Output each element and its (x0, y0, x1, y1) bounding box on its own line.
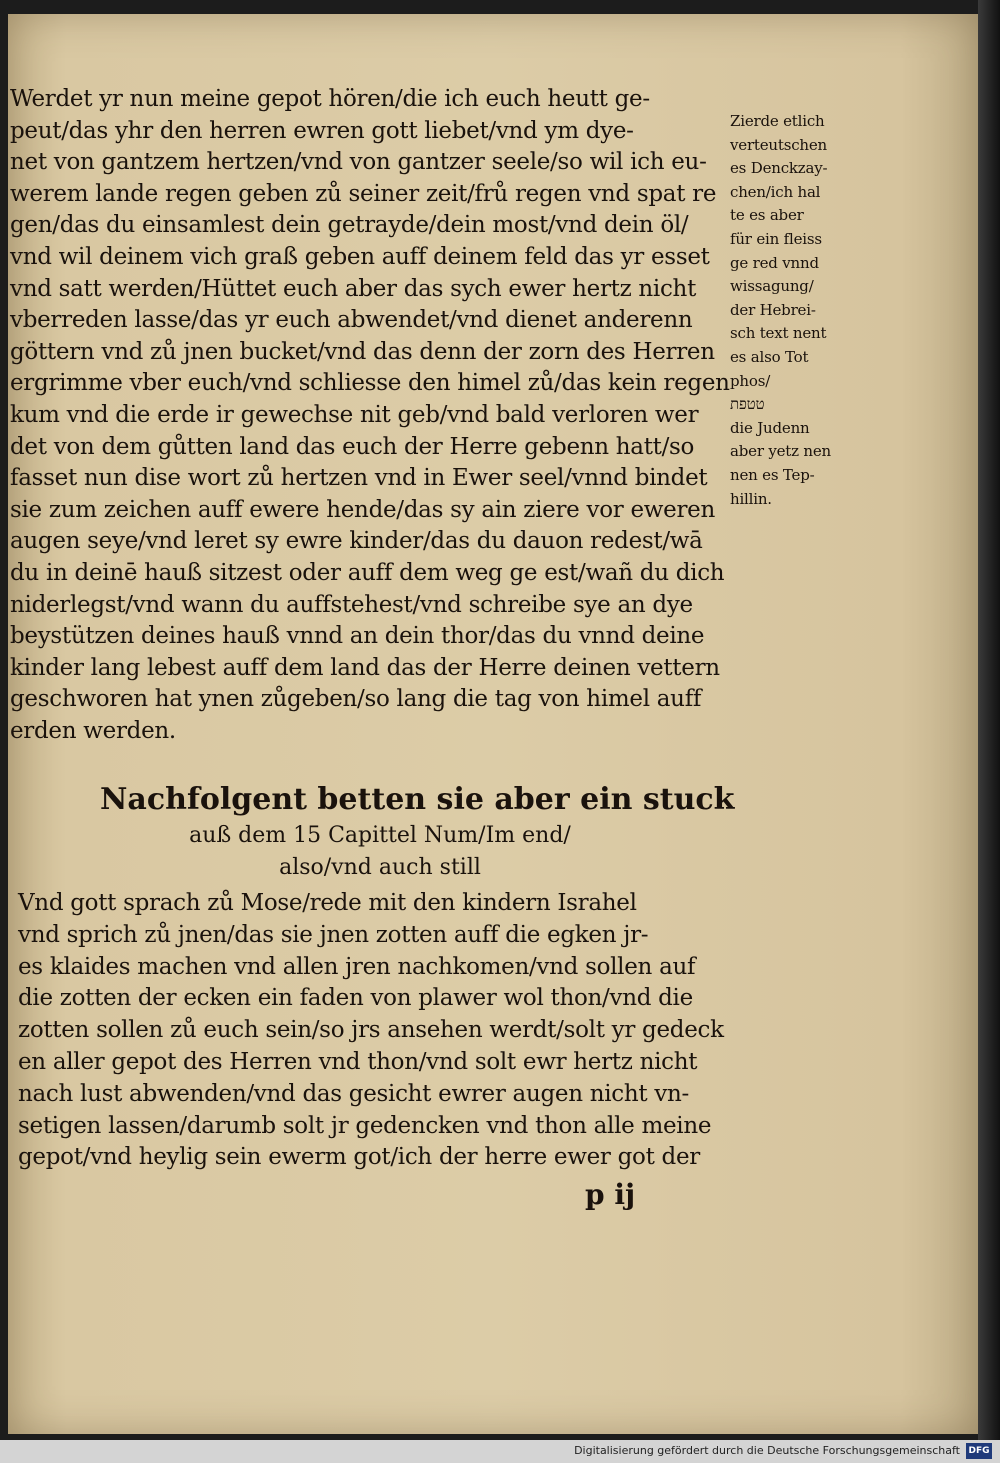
margin-line: der Hebrei- (730, 300, 816, 319)
main-text-block (10, 84, 730, 747)
text-line: Vnd gott sprach zů Mose/rede mit den kindern Israhel (18, 890, 637, 916)
footer-bar (0, 1440, 1000, 1463)
text-line: niderlegst/vnd wann du auffstehest/vnd schreibe sye an dye (10, 591, 693, 618)
dfg-logo-icon: DFG (966, 1443, 992, 1459)
text-line: kum vnd die erde ir gewechse nit geb/vnd bald verloren wer (10, 401, 699, 428)
text-line: en aller gepot des Herren vnd thon/vnd solt ewr hertz nicht (18, 1048, 698, 1075)
text-line: fasset nun dise wort zů hertzen vnd in Ewer seel/vnnd bindet (10, 465, 708, 492)
text-line: beystützen deines hauß vnnd an dein thor/das du vnnd deine (10, 623, 705, 650)
text-line: vnd wil deinem vich graß geben auff deinem feld das yr esset (10, 243, 710, 270)
margin-line: hillin. (730, 489, 772, 508)
text-line: göttern vnd zů jnen bucket/vnd das denn der zorn des Herren (10, 338, 715, 365)
text-line: nach lust abwenden/vnd das gesicht ewrer augen nicht vn- (18, 1080, 690, 1107)
text-line: die zotten der ecken ein faden von plawer wol thon/vnd die (18, 985, 693, 1012)
text-line: werem lande regen geben zů seiner zeit/frů regen vnd spat re (10, 180, 717, 207)
margin-line: aber yetz nen (730, 442, 832, 461)
margin-line: te es aber (730, 206, 804, 225)
text-line: du in deinē hauß sitzest oder auff dem weg ge est/wañ du dich (10, 559, 725, 586)
text-line: vnd sprich zů jnen/das sie jnen zotten auff die egken jr- (18, 921, 649, 948)
heading-line-3: also/vnd auch still (279, 855, 481, 880)
text-line: sie zum zeichen auff ewere hende/das sy ain ziere vor eweren (10, 496, 715, 523)
text-line: gen/das du einsamlest dein getrayde/dein most/vnd dein öl/ (10, 212, 689, 239)
text-line: erden werden. (10, 717, 176, 744)
text-line: det von dem gůtten land das euch der Herre gebenn hatt/so (10, 433, 695, 460)
margin-line: Zierde etlich (730, 112, 825, 130)
margin-line: verteutschen (730, 135, 828, 154)
heading-line-2: auß dem 15 Capittel Num/Im end/ (189, 823, 571, 848)
margin-line: wissagung/ (730, 277, 814, 296)
margin-line: nen es Tep- (730, 465, 815, 484)
text-line: augen seye/vnd leret sy ewre kinder/das du dauon redest/wā (10, 528, 703, 555)
margin-line: die Judenn (730, 418, 810, 437)
margin-line: טטפת (730, 395, 765, 414)
scan-edge (978, 0, 1000, 1440)
text-line: ergrimme vber euch/vnd schliesse den himel zů/das kein regen (10, 370, 730, 397)
signature-mark: p ij (585, 1178, 636, 1211)
footer-credit: Digitalisierung gefördert durch die Deutsche Forschungsgemeinschaft (574, 1444, 960, 1457)
margin-line: phos/ (730, 371, 771, 390)
margin-line: es Denckzay- (730, 159, 828, 178)
text-line: Werdet yr nun meine gepot hören/die ich euch heutt ge- (10, 86, 650, 112)
text-line: vberreden lasse/das yr euch abwendet/vnd dienet anderenn (10, 307, 693, 334)
margin-note (730, 110, 860, 511)
text-line: es klaides machen vnd allen jren nachkomen/vnd sollen auf (18, 953, 696, 980)
text-line: geschworen hat ynen zůgeben/so lang die tag von himel auff (10, 686, 702, 713)
text-line: zotten sollen zů euch sein/so jrs ansehen werdt/solt yr gedeck (18, 1017, 724, 1044)
text-line: setigen lassen/darumb solt jr gedencken vnd thon alle meine (18, 1112, 712, 1139)
second-text-block (18, 888, 728, 1174)
text-line: peut/das yhr den herren ewren gott liebet/vnd ym dye- (10, 117, 634, 144)
text-line: vnd satt werden/Hüttet euch aber das sych ewer hertz nicht (10, 275, 697, 302)
margin-line: es also Tot (730, 347, 809, 366)
section-heading (100, 780, 735, 884)
text-line: kinder lang lebest auff dem land das der Herre deinen vettern (10, 654, 720, 681)
text-line: net von gantzem hertzen/vnd von gantzer seele/so wil ich eu- (10, 149, 707, 176)
heading-line-1: Nachfolgent betten sie aber ein stuck (100, 782, 735, 817)
margin-line: ge red vnnd (730, 253, 819, 272)
margin-line: chen/ich hal (730, 182, 821, 201)
margin-line: sch text nent (730, 324, 827, 343)
text-line: gepot/vnd heylig sein ewerm got/ich der herre ewer got der (18, 1144, 700, 1171)
margin-line: für ein fleiss (730, 229, 822, 248)
